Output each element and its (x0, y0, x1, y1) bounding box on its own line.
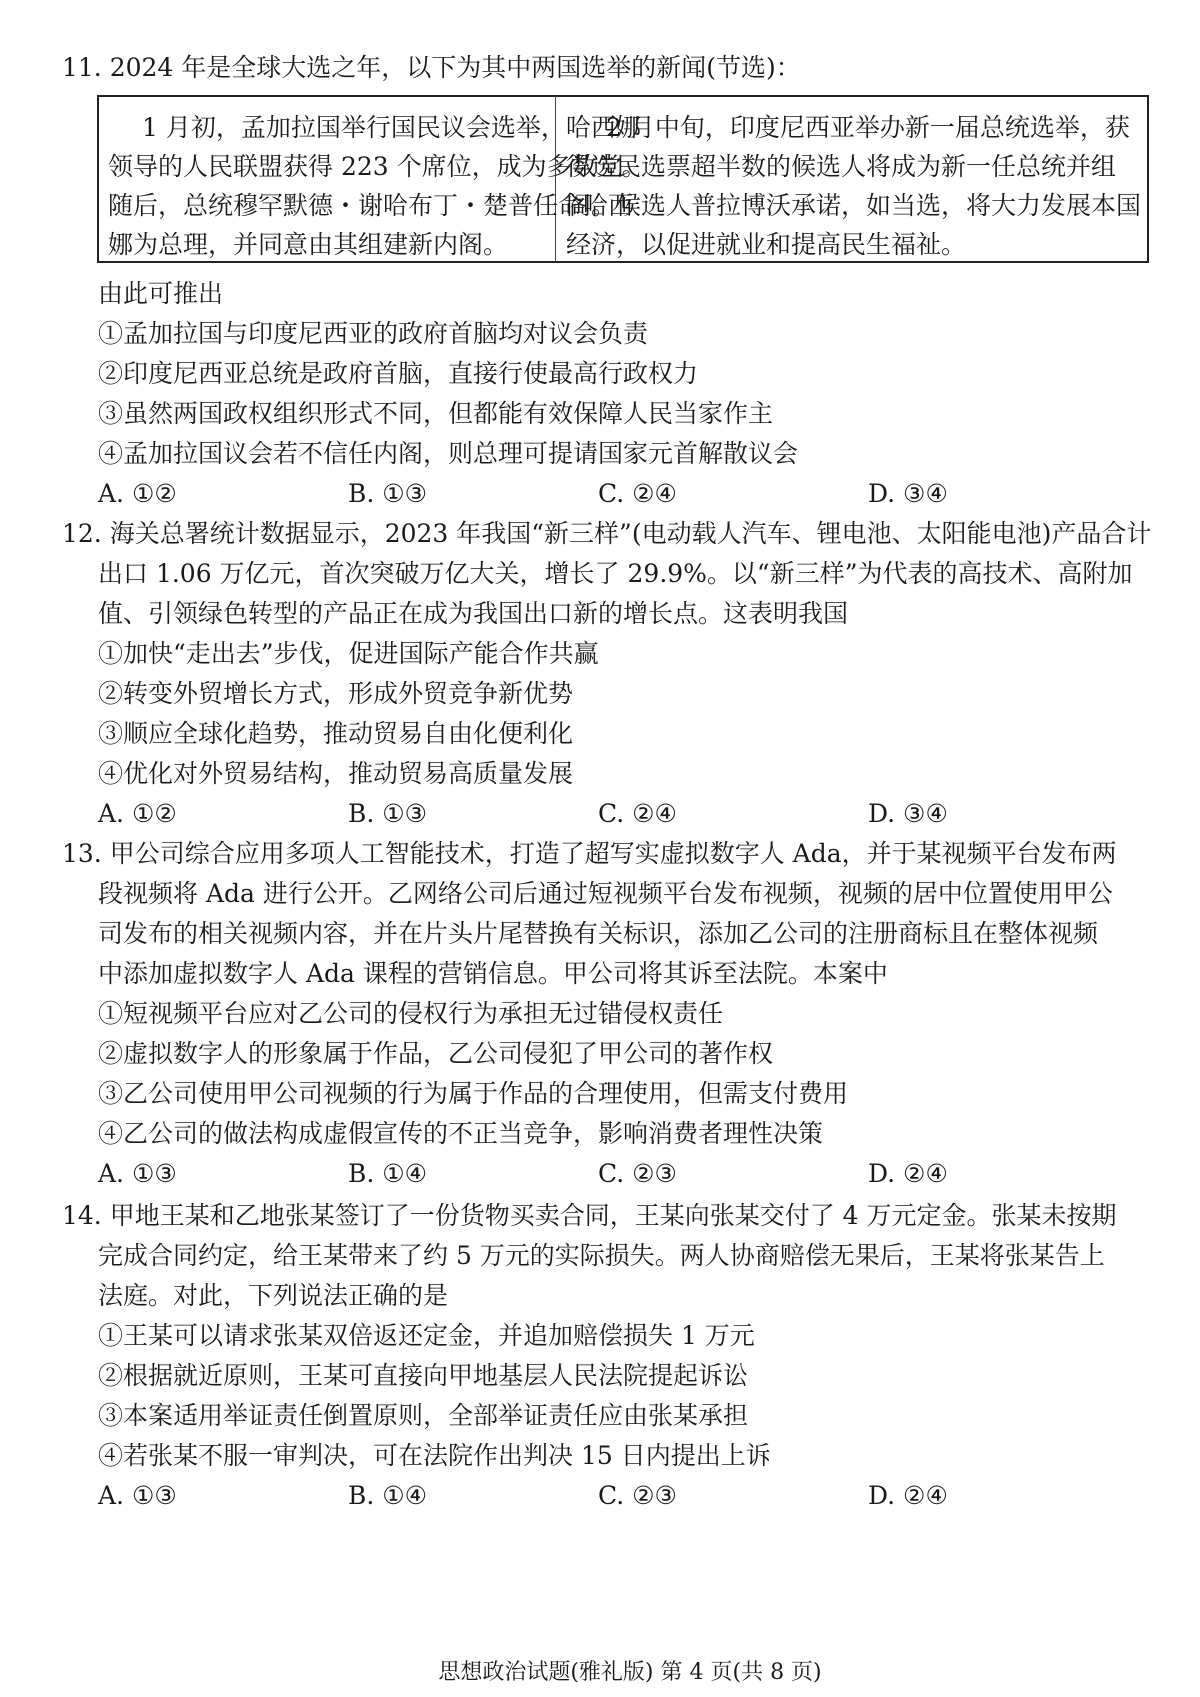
q11-stem: 11. 2024 年是全球大选之年，以下为其中两国选举的新闻(节选)： (62, 53, 801, 82)
option-b[interactable]: B. ①④ (348, 1481, 428, 1510)
q13-stem-line: 司发布的相关视频内容，并在片头片尾替换有关标识，添加乙公司的注册商标且在整体视频 (98, 919, 1099, 948)
q11-lead: 由此可推出 (98, 279, 224, 308)
q13-item-1: ①短视频平台应对乙公司的侵权行为承担无过错侵权责任 (98, 999, 724, 1028)
q13-options (98, 1154, 1158, 1194)
q13-item-3: ③乙公司使用甲公司视频的行为属于作品的合理使用，但需支付费用 (98, 1079, 849, 1108)
option-d[interactable]: D. ③④ (868, 479, 948, 508)
option-d[interactable]: D. ②④ (868, 1159, 948, 1188)
option-d[interactable]: D. ③④ (868, 799, 948, 828)
q14-stem-line: 14. 甲地王某和乙地张某签订了一份货物买卖合同，王某向张某交付了 4 万元定金。张某未按期 (62, 1201, 1117, 1230)
news-left (108, 108, 647, 268)
q14-item-1: ①王某可以请求张某双倍返还定金，并追加赔偿损失 1 万元 (98, 1321, 755, 1350)
q14-stem-line: 完成合同约定，给王某带来了约 5 万元的实际损失。两人协商赔偿无果后，王某将张某告上 (98, 1241, 1105, 1270)
q12-stem-line: 出口 1.06 万亿元，首次突破万亿大关，增长了 29.9%。以“新三样”为代表的高技术、高附加 (98, 559, 1133, 588)
q11-options (98, 474, 1158, 514)
option-a[interactable]: A. ①② (98, 479, 177, 508)
news-right-line: 得选民选票超半数的候选人将成为新一任总统并组 (566, 152, 1117, 181)
q12-item-4: ④优化对外贸易结构，推动贸易高质量发展 (98, 759, 574, 788)
q11-item-4: ④孟加拉国议会若不信任内阁，则总理可提请国家元首解散议会 (98, 439, 799, 468)
q12-stem-line: 12. 海关总署统计数据显示，2023 年我国“新三样”(电动载人汽车、锂电池、太阳能电池)产品合计 (62, 519, 1152, 548)
q11-item-2: ②印度尼西亚总统是政府首脑，直接行使最高行政权力 (98, 359, 699, 388)
q14-item-2: ②根据就近原则，王某可直接向甲地基层人民法院提起诉讼 (98, 1361, 749, 1390)
option-d[interactable]: D. ②④ (868, 1481, 948, 1510)
news-left-line: 随后，总统穆罕默德・谢哈布丁・楚普任命哈西 (108, 191, 634, 220)
option-c[interactable]: C. ②④ (598, 799, 677, 828)
option-a[interactable]: A. ①③ (98, 1481, 177, 1510)
q11-item-3: ③虽然两国政权组织形式不同，但都能有效保障人民当家作主 (98, 399, 774, 428)
news-right-line: 阁。候选人普拉博沃承诺，如当选，将大力发展本国 (566, 191, 1142, 220)
news-right-line: 经济，以促进就业和提高民生福祉。 (566, 230, 967, 259)
news-left-line: 娜为总理，并同意由其组建新内阁。 (108, 230, 509, 259)
option-a[interactable]: A. ①③ (98, 1159, 177, 1188)
q14-item-3: ③本案适用举证责任倒置原则，全部举证责任应由张某承担 (98, 1401, 749, 1430)
option-c[interactable]: C. ②④ (598, 479, 677, 508)
q12-item-2: ②转变外贸增长方式，形成外贸竞争新优势 (98, 679, 574, 708)
q13-stem-line: 中添加虚拟数字人 Ada 课程的营销信息。甲公司将其诉至法院。本案中 (98, 959, 888, 988)
q14-item-4: ④若张某不服一审判决，可在法院作出判决 15 日内提出上诉 (98, 1441, 771, 1470)
news-right-line: 2 月中旬，印度尼西亚举办新一届总统选举，获 (606, 113, 1130, 142)
page-footer: 思想政治试题(雅礼版) 第 4 页(共 8 页) (438, 1660, 822, 1685)
news-right (566, 108, 1146, 268)
news-left-line: 领导的人民联盟获得 223 个席位，成为多数党。 (108, 152, 647, 181)
q12-options (98, 794, 1158, 834)
q12-item-1: ①加快“走出去”步伐，促进国际产能合作共赢 (98, 639, 599, 668)
option-a[interactable]: A. ①② (98, 799, 177, 828)
q14-options (98, 1476, 1158, 1516)
option-c[interactable]: C. ②③ (598, 1159, 677, 1188)
news-left-line: 1 月初，孟加拉国举行国民议会选举，哈西娜 (142, 113, 641, 142)
q14-stem-line: 法庭。对此，下列说法正确的是 (98, 1281, 449, 1310)
q13-item-4: ④乙公司的做法构成虚假宣传的不正当竞争，影响消费者理性决策 (98, 1119, 824, 1148)
q13-stem-line: 13. 甲公司综合应用多项人工智能技术，打造了超写实虚拟数字人 Ada，并于某视频平台发布两 (62, 839, 1117, 868)
option-c[interactable]: C. ②③ (598, 1481, 677, 1510)
q12-item-3: ③顺应全球化趋势，推动贸易自由化便利化 (98, 719, 574, 748)
q11-item-1: ①孟加拉国与印度尼西亚的政府首脑均对议会负责 (98, 319, 649, 348)
q13-item-2: ②虚拟数字人的形象属于作品，乙公司侵犯了甲公司的著作权 (98, 1039, 774, 1068)
option-b[interactable]: B. ①③ (348, 799, 428, 828)
q12-stem-line: 值、引领绿色转型的产品正在成为我国出口新的增长点。这表明我国 (98, 599, 849, 628)
option-b[interactable]: B. ①③ (348, 479, 428, 508)
q13-stem-line: 段视频将 Ada 进行公开。乙网络公司后通过短视频平台发布视频，视频的居中位置使用甲公 (98, 879, 1113, 908)
option-b[interactable]: B. ①④ (348, 1159, 428, 1188)
